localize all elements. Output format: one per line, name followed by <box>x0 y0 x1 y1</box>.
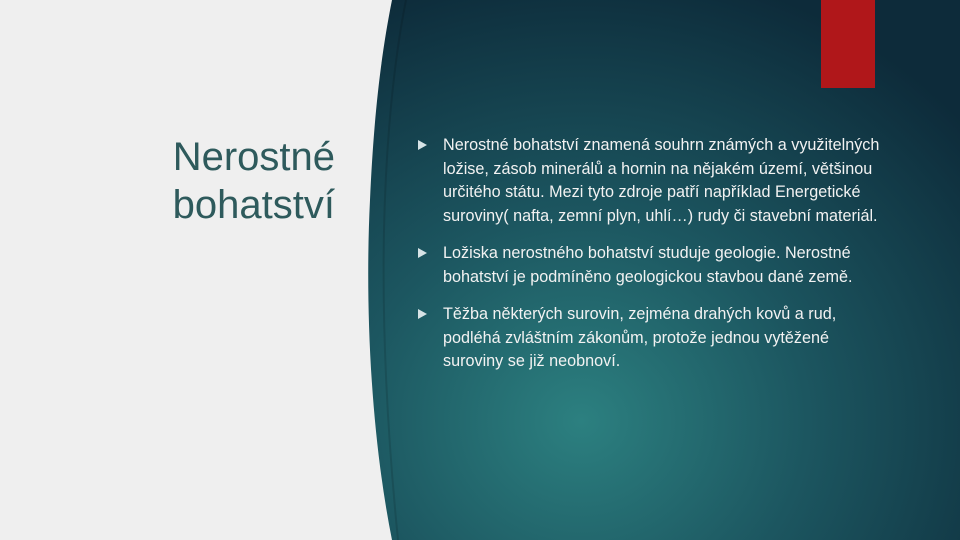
bullet-item <box>416 242 888 289</box>
bullet-list <box>416 134 888 388</box>
right-triangle-bullet-icon <box>418 248 427 258</box>
right-triangle-bullet-icon <box>418 309 427 319</box>
right-triangle-bullet-icon <box>418 140 427 150</box>
bullet-text: Ložiska nerostného bohatství studuje geologie. Nerostné bohatství je podmíněno geologickou stavbou dané země. <box>443 244 853 286</box>
bullet-item <box>416 303 888 374</box>
slide-title: Nerostné bohatství <box>172 135 335 227</box>
bullet-item <box>416 134 888 228</box>
accent-bar <box>821 0 875 88</box>
bullet-text: Nerostné bohatství znamená souhrn známých a využitelných ložise, zásob minerálů a hornin na nějakém území, většinou určitého státu. Mezi tyto zdroje patří například Energetické suroviny( nafta, zemní plyn, uhlí…) rudy či stavební materiál. <box>443 136 880 225</box>
bullet-text: Těžba některých surovin, zejména drahých kovů a rud, podléhá zvláštním zákonům, protože jednou vytěžené suroviny se již neobnoví. <box>443 305 837 370</box>
